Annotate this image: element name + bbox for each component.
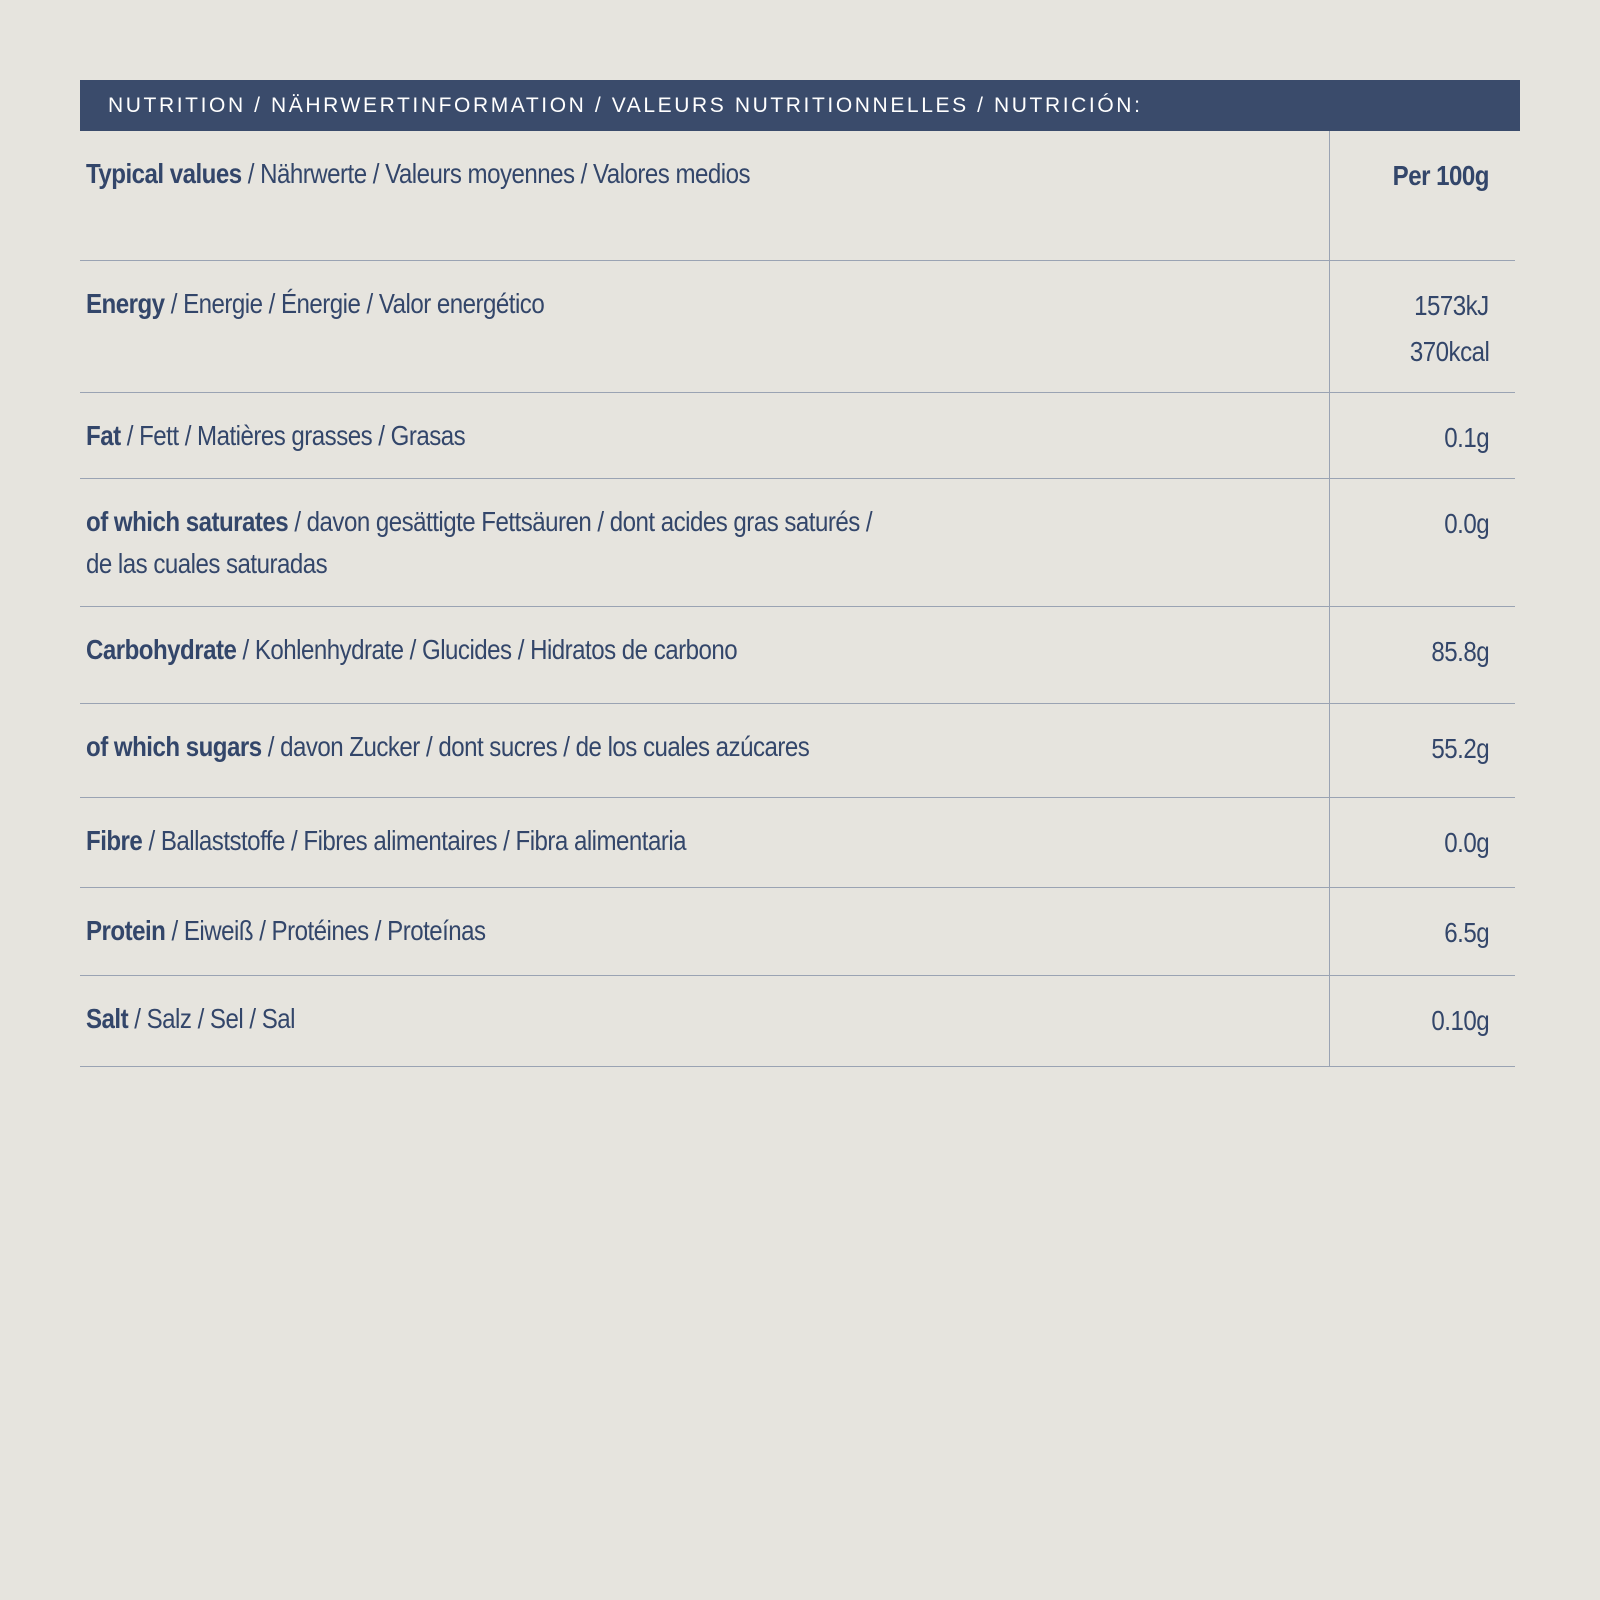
table-header-row <box>80 131 1515 261</box>
nutrient-label <box>80 798 1330 887</box>
nutrient-value-primary: 0.0g <box>1444 508 1489 539</box>
table-header-value <box>1330 131 1515 260</box>
nutrient-value-primary: 6.5g <box>1444 917 1489 948</box>
nutrient-label-bold: Energy <box>86 288 165 319</box>
nutrient-label <box>80 261 1330 392</box>
nutrition-header-title: NUTRITION / NÄHRWERTINFORMATION / VALEURS NUTRITIONNELLES / NUTRICIÓN: <box>108 93 1143 117</box>
nutrient-label-translations: / Kohlenhydrate / Glucides / Hidratos de carbono <box>236 634 738 665</box>
table-row <box>80 393 1515 479</box>
nutrient-label <box>80 607 1330 703</box>
nutrient-value <box>1330 261 1515 392</box>
nutrient-label-bold: Fibre <box>86 825 143 856</box>
nutrient-value-primary: 0.0g <box>1444 827 1489 858</box>
nutrient-label-translations: / davon gesättigte Fettsäuren / dont acides gras saturés / <box>288 506 873 537</box>
nutrient-label <box>80 479 1330 606</box>
nutrient-value <box>1330 704 1515 797</box>
nutrient-value-primary: 0.1g <box>1444 422 1489 453</box>
nutrient-label-translations: / Ballaststoffe / Fibres alimentaires / Fibra alimentaria <box>142 825 687 856</box>
table-row <box>80 261 1515 393</box>
nutrient-value-primary: 85.8g <box>1431 636 1489 667</box>
nutrient-rows <box>80 261 1515 1067</box>
nutrient-label-bold: Protein <box>86 915 166 946</box>
table-row <box>80 607 1515 704</box>
table-header-label <box>80 131 1330 260</box>
nutrient-value <box>1330 798 1515 887</box>
nutrient-label-bold: of which sugars <box>86 731 262 762</box>
nutrient-value-secondary: 370kcal <box>1409 336 1489 367</box>
nutrient-label <box>80 888 1330 975</box>
nutrient-label-line2: de las cuales saturadas <box>86 548 328 579</box>
nutrient-label-bold: Fat <box>86 420 121 451</box>
nutrition-header <box>80 80 1520 131</box>
nutrient-value <box>1330 607 1515 703</box>
nutrient-value-primary: 0.10g <box>1431 1005 1489 1036</box>
nutrient-label-translations: / davon Zucker / dont sucres / de los cuales azúcares <box>261 731 810 762</box>
nutrient-value <box>1330 393 1515 478</box>
nutrient-value <box>1330 976 1515 1066</box>
nutrient-label-translations: / Energie / Énergie / Valor energético <box>164 288 545 319</box>
nutrient-label-bold: Carbohydrate <box>86 634 237 665</box>
table-row <box>80 888 1515 976</box>
nutrient-value <box>1330 479 1515 606</box>
nutrient-label-translations: / Fett / Matières grasses / Grasas <box>120 420 466 451</box>
table-row <box>80 976 1515 1067</box>
nutrient-label-translations: / Eiweiß / Protéines / Proteínas <box>165 915 486 946</box>
nutrient-label <box>80 704 1330 797</box>
table-row <box>80 479 1515 607</box>
nutrient-value-primary: 1573kJ <box>1414 290 1489 321</box>
nutrition-panel <box>80 80 1520 1067</box>
nutrient-value-primary: 55.2g <box>1431 733 1489 764</box>
table-header-label-rest: / Nährwerte / Valeurs moyennes / Valores medios <box>241 158 750 189</box>
nutrient-value <box>1330 888 1515 975</box>
table-row <box>80 704 1515 798</box>
nutrition-table <box>80 131 1515 1067</box>
nutrient-label-bold: of which saturates <box>86 506 289 537</box>
table-row <box>80 798 1515 888</box>
per-100g-label: Per 100g <box>1392 160 1489 191</box>
nutrient-label-translations: / Salz / Sel / Sal <box>128 1003 295 1034</box>
nutrient-label <box>80 976 1330 1066</box>
table-header-label-bold: Typical values <box>86 158 242 189</box>
nutrient-label-bold: Salt <box>86 1003 129 1034</box>
nutrient-label <box>80 393 1330 478</box>
